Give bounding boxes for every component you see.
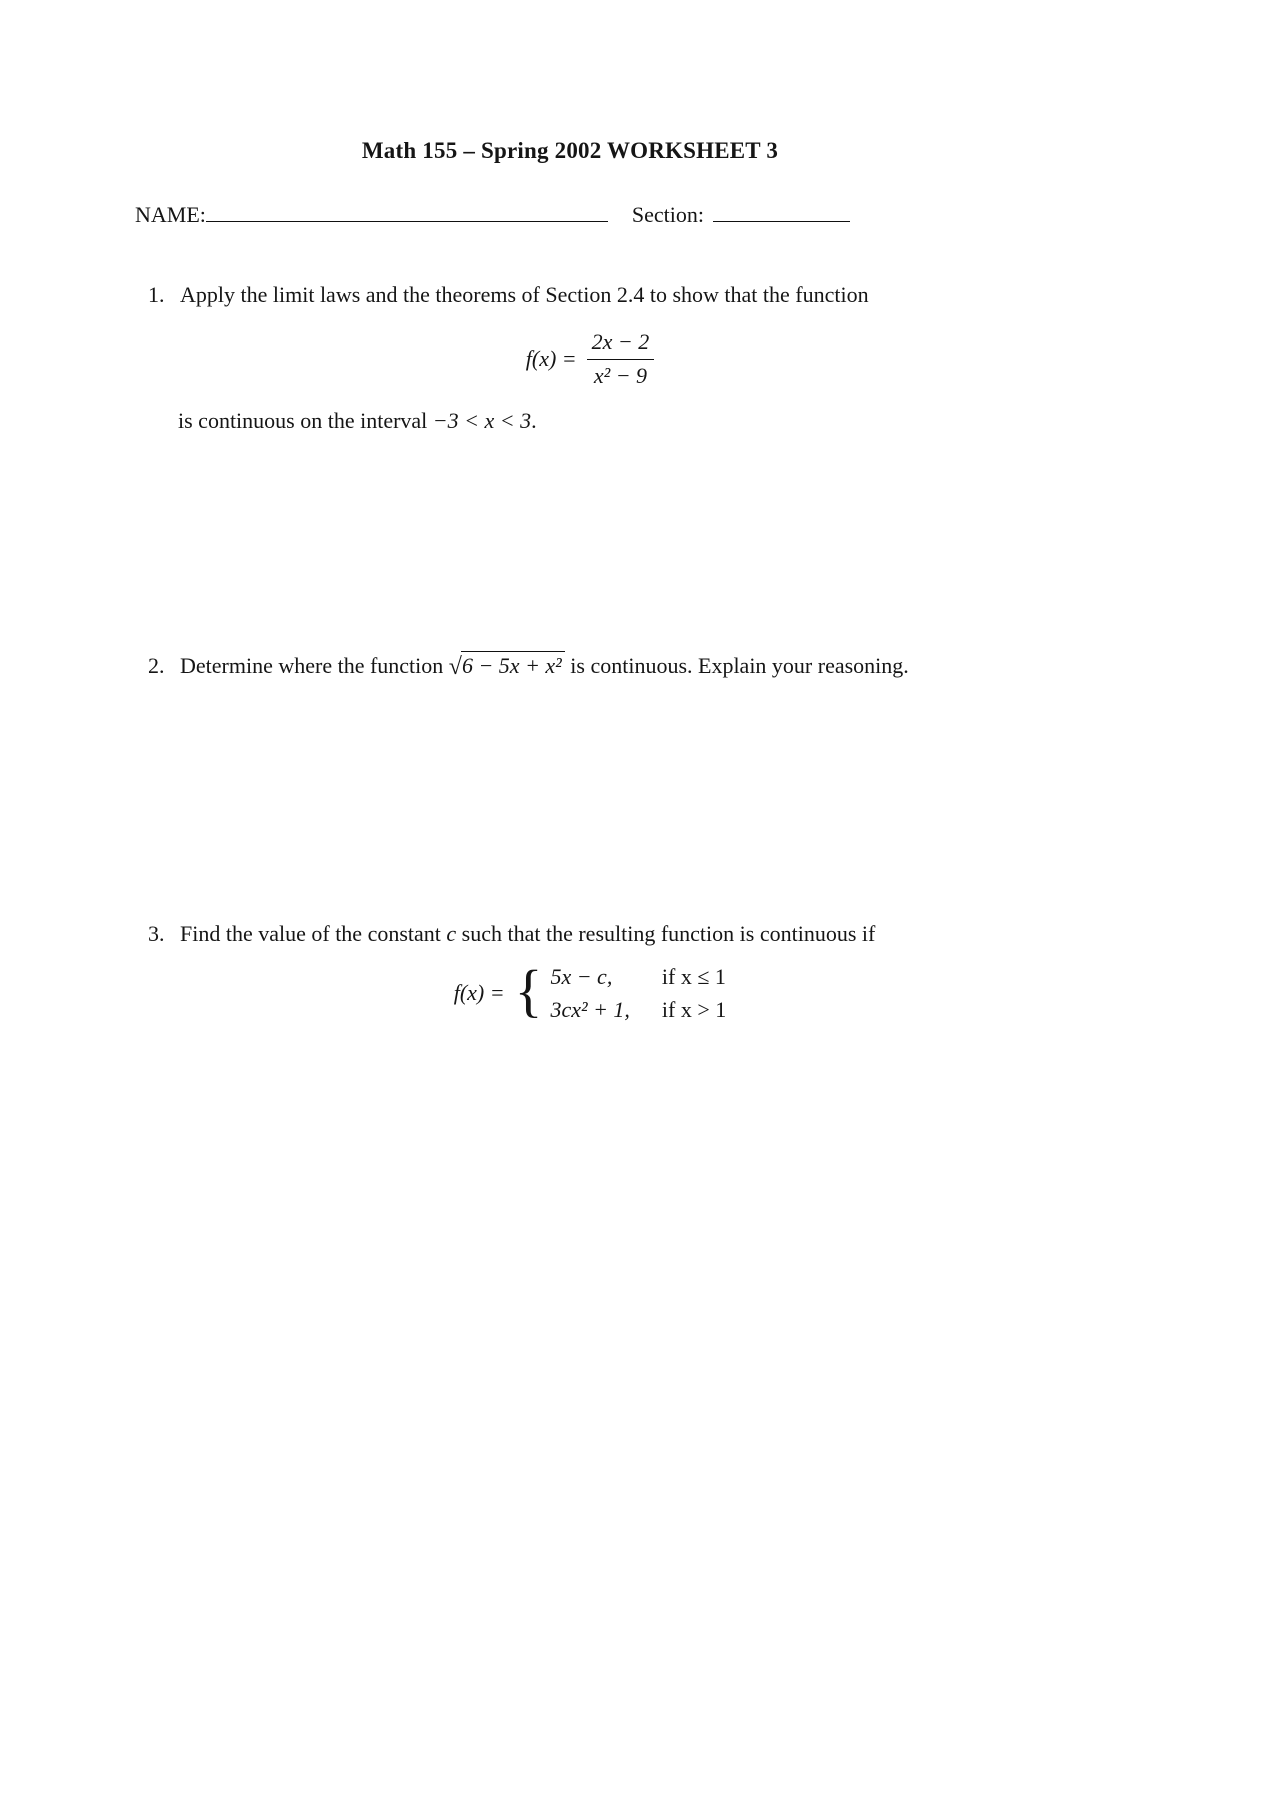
fraction-numerator: 2x − 2 xyxy=(587,328,655,360)
piecewise-cases xyxy=(550,963,726,1023)
name-blank-line xyxy=(206,221,608,222)
radical-sign: √ xyxy=(448,654,462,680)
worksheet-title: Math 155 – Spring 2002 WORKSHEET 3 xyxy=(361,138,779,163)
formula-3-lhs: f(x) = xyxy=(453,980,505,1006)
problem-2-text-before: Determine where the function xyxy=(180,653,449,678)
problem-2-statement xyxy=(180,651,1228,681)
problem-1-number: 1. xyxy=(148,282,165,307)
left-brace: { xyxy=(514,958,543,1023)
problem-1-continuation xyxy=(178,407,537,435)
problem-3-text-after: such that the resulting function is continuous if xyxy=(456,921,876,946)
case-1-expression: 5x − c, xyxy=(550,964,613,989)
problem-2-text-after: is continuous. Explain your reasoning. xyxy=(564,653,909,678)
fraction xyxy=(587,328,655,389)
formula-1-lhs: f(x) = xyxy=(525,345,577,371)
radicand: 6 − 5x + x² xyxy=(461,651,565,680)
problem-3-formula xyxy=(0,958,1180,1023)
section-label: Section: xyxy=(631,202,704,227)
problem-3 xyxy=(148,920,1178,948)
case-1-condition: if x ≤ 1 xyxy=(661,964,726,989)
problem-1 xyxy=(148,281,1158,309)
name-label: NAME: xyxy=(135,202,206,227)
problem-2-number: 2. xyxy=(148,653,165,678)
problem-2 xyxy=(148,651,1228,681)
constant-variable: c xyxy=(446,921,457,946)
continuation-period: . xyxy=(531,408,537,433)
name-section-row xyxy=(135,201,861,229)
square-root-expression xyxy=(449,653,565,678)
section-blank-line xyxy=(713,221,850,222)
fraction-denominator: x² − 9 xyxy=(593,362,648,388)
case-2-condition: if x > 1 xyxy=(661,996,727,1022)
problem-3-text-before: Find the value of the constant xyxy=(180,921,447,946)
problem-3-number: 3. xyxy=(148,921,165,946)
continuation-inequality: −3 < x < 3 xyxy=(432,408,532,433)
problem-1-formula xyxy=(0,328,1180,389)
continuation-text: is continuous on the interval xyxy=(178,408,433,433)
problem-1-statement: Apply the limit laws and the theorems of Section 2.4 to show that the function xyxy=(180,282,869,307)
problem-3-statement xyxy=(180,920,1178,948)
case-2-expression: 3cx² + 1, xyxy=(550,996,630,1022)
